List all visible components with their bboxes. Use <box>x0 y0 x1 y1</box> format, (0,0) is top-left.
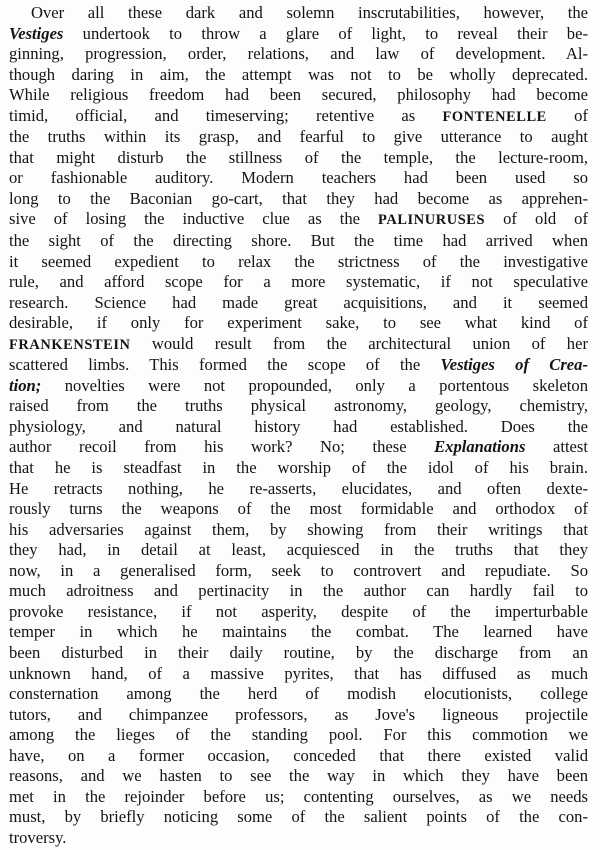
text-run: research. Science had made great acquisitions, and it seemed <box>9 292 588 312</box>
text-run: though daring in aim, the attempt was not to be wholly deprecated. <box>9 64 588 84</box>
text-line <box>9 313 588 334</box>
text-line <box>9 355 588 376</box>
text-run: been disturbed in their daily routine, by the discharge from an <box>9 642 588 662</box>
text-line <box>9 520 588 541</box>
article-paragraph <box>9 3 588 848</box>
text-line <box>9 3 588 24</box>
text-line <box>9 376 588 397</box>
text-line <box>9 272 588 293</box>
text-run: author recoil from his work? No; these <box>9 437 435 457</box>
text-line <box>9 106 588 128</box>
text-run: rously turns the weapons of the most formidable and orthodox of <box>9 499 588 519</box>
emphasized-text: tion; <box>9 375 42 395</box>
text-run: consternation among the herd of modish elocutionists, college <box>9 684 588 704</box>
text-line <box>9 725 588 746</box>
text-line <box>9 602 588 623</box>
text-run: raised from the truths physical astronomy, geology, chemistry, <box>9 396 588 416</box>
text-run: much adroitness and pertinacity in the author can hardly fail to <box>9 581 588 601</box>
text-line <box>9 643 588 664</box>
text-line <box>9 807 588 828</box>
text-line <box>9 148 588 169</box>
text-line <box>9 787 588 808</box>
text-line <box>9 664 588 685</box>
text-run: that might disturb the stillness of the temple, the lecture-room, <box>9 147 588 167</box>
text-line <box>9 231 588 252</box>
text-run: ginning, progression, order, relations, and law of development. Al- <box>9 44 588 64</box>
text-run: Over all these dark and solemn inscrutabilities, however, the <box>31 3 588 22</box>
text-line <box>9 705 588 726</box>
text-run: attest <box>525 437 588 457</box>
text-run: met in the rejoinder before us; contenting ourselves, as we needs <box>9 786 588 806</box>
text-line <box>9 622 588 643</box>
text-run: the sight of the directing shore. But the time had arrived when <box>9 231 588 251</box>
text-run: the truths within its grasp, and fearful to give utterance to aught <box>9 127 588 147</box>
text-line <box>9 479 588 500</box>
text-run: While religious freedom had been secured, philosophy had become <box>9 85 588 105</box>
text-run: undertook to throw a glare of light, to reveal their be- <box>63 23 588 43</box>
text-line <box>9 561 588 582</box>
text-run: temper in which he maintains the combat. The learned have <box>9 622 588 642</box>
text-run: that he is steadfast in the worship of the idol of his brain. <box>9 458 588 478</box>
text-run: have, on a former occasion, conceded that there existed valid <box>9 745 588 765</box>
text-line <box>9 189 588 210</box>
small-caps-name: FRANKENSTEIN <box>9 336 131 353</box>
text-line <box>9 24 588 45</box>
text-run: sive of losing the inductive clue as the <box>9 209 379 229</box>
text-line <box>9 458 588 479</box>
text-run: now, in a generalised form, seek to controvert and repudiate. So <box>9 560 588 580</box>
text-line <box>9 766 588 787</box>
text-line <box>9 334 588 356</box>
text-run: physiology, and natural history had established. Does the <box>9 416 588 436</box>
text-line <box>9 684 588 705</box>
text-run: tutors, and chimpanzee professors, as Jove's ligneous projectile <box>9 704 588 724</box>
text-run: reasons, and we hasten to see the way in which they have been <box>9 766 588 786</box>
text-line <box>9 65 588 86</box>
text-run: among the lieges of the standing pool. For this commotion we <box>9 725 588 745</box>
text-run: it seemed expedient to relax the strictness of the investigative <box>9 251 588 271</box>
text-run: provoke resistance, if not asperity, despite of the imperturbable <box>9 601 588 621</box>
text-line <box>9 437 588 458</box>
emphasized-text: Vestiges <box>9 23 64 43</box>
text-run: novelties were not propounded, only a portentous skeleton <box>41 375 588 395</box>
text-line <box>9 209 588 231</box>
text-line <box>9 828 588 849</box>
text-run: would result from the architectural union of her <box>130 333 588 353</box>
text-run: of <box>546 105 588 125</box>
text-run: rule, and afford scope for a more systematic, if not speculative <box>9 272 588 292</box>
text-line <box>9 499 588 520</box>
text-run: scattered limbs. This formed the scope of the <box>9 355 441 375</box>
text-run: timid, official, and timeserving; retentive as <box>9 105 443 125</box>
text-line <box>9 252 588 273</box>
text-line <box>9 581 588 602</box>
text-line <box>9 44 588 65</box>
emphasized-text: Vestiges of Crea- <box>440 355 588 375</box>
small-caps-name: PALINURUSES <box>378 212 486 229</box>
text-run: unknown hand, of a massive pyrites, that has diffused as much <box>9 663 588 683</box>
text-run: troversy. <box>9 827 67 847</box>
text-line <box>9 293 588 314</box>
text-run: He retracts nothing, he re-asserts, elucidates, and often dexte- <box>9 478 588 498</box>
text-run: desirable, if only for experiment sake, to see what kind of <box>9 313 588 333</box>
text-line <box>9 396 588 417</box>
text-line <box>9 168 588 189</box>
emphasized-text: Explanations <box>434 437 526 457</box>
text-run: his adversaries against them, by showing from their writings that <box>9 519 588 539</box>
small-caps-name: FONTENELLE <box>442 108 547 125</box>
text-line <box>9 746 588 767</box>
text-run: they had, in detail at least, acquiesced in the truths that they <box>9 540 588 560</box>
text-run: must, by briefly noticing some of the salient points of the con- <box>9 807 588 827</box>
text-line <box>9 85 588 106</box>
text-run: of old of <box>485 209 589 229</box>
text-run: long to the Baconian go-cart, that they had become as apprehen- <box>9 188 588 208</box>
text-line <box>9 417 588 438</box>
text-line <box>9 127 588 148</box>
text-line <box>9 540 588 561</box>
text-run: or fashionable auditory. Modern teachers had been used so <box>9 168 588 188</box>
